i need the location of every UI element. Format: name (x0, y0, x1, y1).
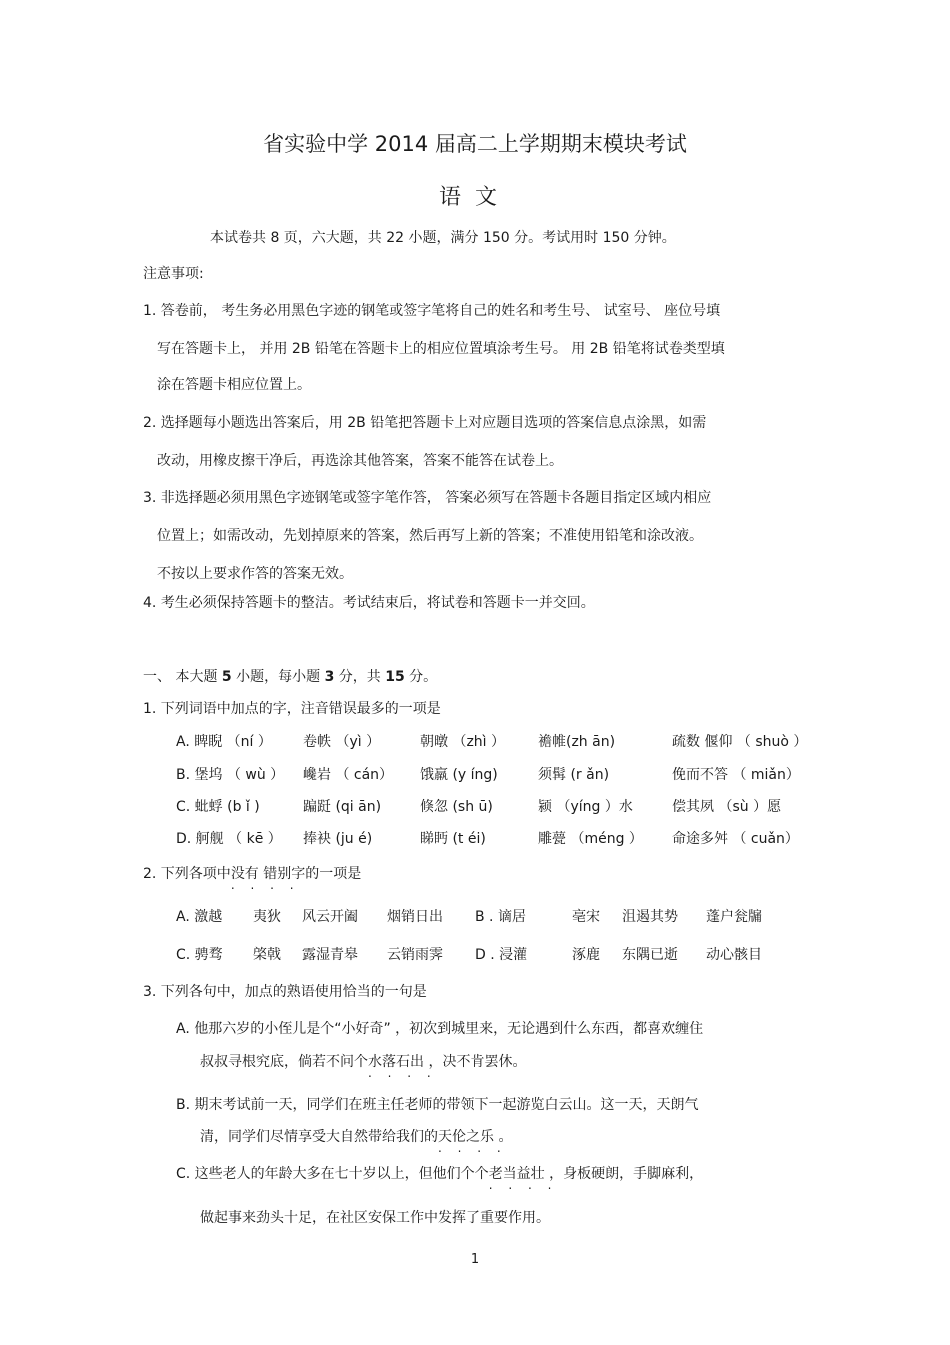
q1-option-cell: 须髯 (r ǎn) (538, 767, 610, 783)
q1-option-cell: B. 堡坞 （ wù ） (176, 767, 285, 783)
q2-option-cell: 东隅已逝 (622, 947, 678, 963)
notice-line: 4. 考生必须保持答题卡的整洁。考试结束后，将试卷和答题卡一并交回。 (143, 595, 595, 611)
q1-option-cell: 巉岩 （ cán） (303, 767, 394, 783)
notice-line: 涂在答题卡相应位置上。 (157, 377, 311, 393)
notice-line: 1. 答卷前， 考生务必用黑色字迹的钢笔或签字笔将自己的姓名和考生号、 试室号、 座位号填 (143, 303, 721, 319)
notice-line: 位置上；如需改动，先划掉原来的答案，然后再写上新的答案；不准使用铅笔和涂改液。 (157, 528, 703, 544)
q1-option-cell: 颍 （yíng ）水 (538, 799, 633, 815)
dotted-emphasis: 水落石出 . . . . (368, 1054, 424, 1070)
question-3-stem: 3. 下列各句中，加点的熟语使用恰当的一句是 (143, 984, 427, 1000)
q1-option-cell: A. 睥睨 （ní ） (176, 734, 272, 750)
q1-option-cell: 朝暾 （zhì ） (420, 734, 506, 750)
q1-option-cell: D. 舸舰 （ kē ） (176, 831, 282, 847)
q3-option-a-line1: A. 他那六岁的小侄儿是个“小好奇” ，初次到城里来，无论遇到什么东西，都喜欢缠住 (176, 1021, 704, 1037)
q1-option-cell: 疏数 偃仰 （ shuò ） (672, 734, 808, 750)
q2-option-cell: 夷狄 (253, 909, 281, 925)
q2-option-cell: 风云开阖 (302, 909, 358, 925)
notice-heading: 注意事项: (143, 266, 204, 282)
q1-option-cell: 饿羸 (y íng) (420, 767, 498, 783)
q2-option-cell: 棨戟 (253, 947, 281, 963)
q3-option-a-line2: 叔叔寻根究底，倘若不问个水落石出 . . . . ，决不肯罢休。 (200, 1053, 526, 1071)
q1-option-cell: 卷帙 （yì ） (303, 734, 381, 750)
q2-option-cell: 露湿青皋 (302, 947, 358, 963)
dotted-emphasis: 没有 . . . . (231, 866, 259, 882)
dotted-emphasis: 天伦之乐 . . . . (438, 1129, 494, 1145)
notice-line: 写在答题卡上， 并用 2B 铅笔在答题卡上的相应位置填涂考生号。 用 2B 铅笔将试卷类型填 (157, 341, 725, 357)
q1-option-cell: 命途多舛 （ cuǎn） (672, 831, 799, 847)
q2-option-cell: 涿鹿 (572, 947, 600, 963)
q2-option-cell: 亳宋 (572, 909, 600, 925)
subject-title: 语文 (438, 185, 511, 210)
exam-title: 省实验中学 2014 届高二上学期期末模块考试 (263, 132, 687, 156)
q1-option-cell: 睇眄 (t éi) (420, 831, 486, 847)
q2-option-cell: 蓬户瓮牖 (706, 909, 762, 925)
q1-option-cell: 蹁跹 (qi ān) (303, 799, 382, 815)
q1-option-cell: 捧袂 (ju é) (303, 831, 373, 847)
q1-option-cell: 倏忽 (sh ū) (420, 799, 493, 815)
q1-option-cell: C. 蚍蜉 (b ǐ ) (176, 799, 260, 815)
q1-option-cell: 偿其夙 （sù ）愿 (672, 799, 782, 815)
q2-option-cell: 云销雨霁 (387, 947, 443, 963)
q1-option-cell: 雕甍 （méng ） (538, 831, 643, 847)
q1-option-cell: 俛而不答 （ miǎn） (672, 767, 800, 783)
notice-line: 改动，用橡皮擦干净后，再选涂其他答案，答案不能答在试卷上。 (157, 453, 563, 469)
q3-option-b-line2: 清，同学们尽情享受大自然带给我们的天伦之乐 . . . . 。 (200, 1128, 512, 1146)
q3-option-c-line1: C. 这些老人的年龄大多在七十岁以上，但他们个个老当益壮 . . . . ，身板硬朗，手脚麻利， (176, 1165, 703, 1183)
q3-option-b-line1: B. 期末考试前一天，同学们在班主任老师的带领下一起游览白云山。这一天，天朗气 (176, 1097, 699, 1113)
q2-option-cell: 动心骸目 (706, 947, 762, 963)
notice-line: 2. 选择题每小题选出答案后，用 2B 铅笔把答题卡上对应题目选项的答案信息点涂黑，如需 (143, 415, 707, 431)
q2-option-cell: C. 骋骛 (176, 947, 223, 963)
dotted-emphasis: 老当益壮 . . . . (489, 1166, 545, 1182)
notice-line: 3. 非选择题必须用黑色字迹钢笔或签字笔作答， 答案必须写在答题卡各题目指定区域内相应 (143, 490, 712, 506)
q2-option-cell: 烟销日出 (387, 909, 443, 925)
q3-option-c-line2: 做起事来劲头十足，在社区安保工作中发挥了重要作用。 (200, 1210, 550, 1226)
notice-line: 不按以上要求作答的答案无效。 (157, 566, 353, 582)
q2-option-cell: D . 浸灌 (475, 947, 528, 963)
section-heading: 一、 本大题 5 小题，每小题 3 分，共 15 分。 (143, 669, 438, 685)
q1-option-cell: 襜帷(zh ān) (538, 734, 616, 750)
q2-option-cell: B . 谪居 (475, 909, 526, 925)
exam-intro: 本试卷共 8 页，六大题，共 22 小题，满分 150 分。考试用时 150 分钟。 (210, 230, 676, 246)
q2-option-cell: 沮遏其势 (622, 909, 678, 925)
question-2-stem: 2. 下列各项中没有 . . . . 错别字的一项是 (143, 865, 361, 883)
question-1-stem: 1. 下列词语中加点的字，注音错误最多的一项是 (143, 701, 441, 717)
page-number: 1 (470, 1252, 480, 1267)
q2-option-cell: A. 激越 (176, 909, 223, 925)
